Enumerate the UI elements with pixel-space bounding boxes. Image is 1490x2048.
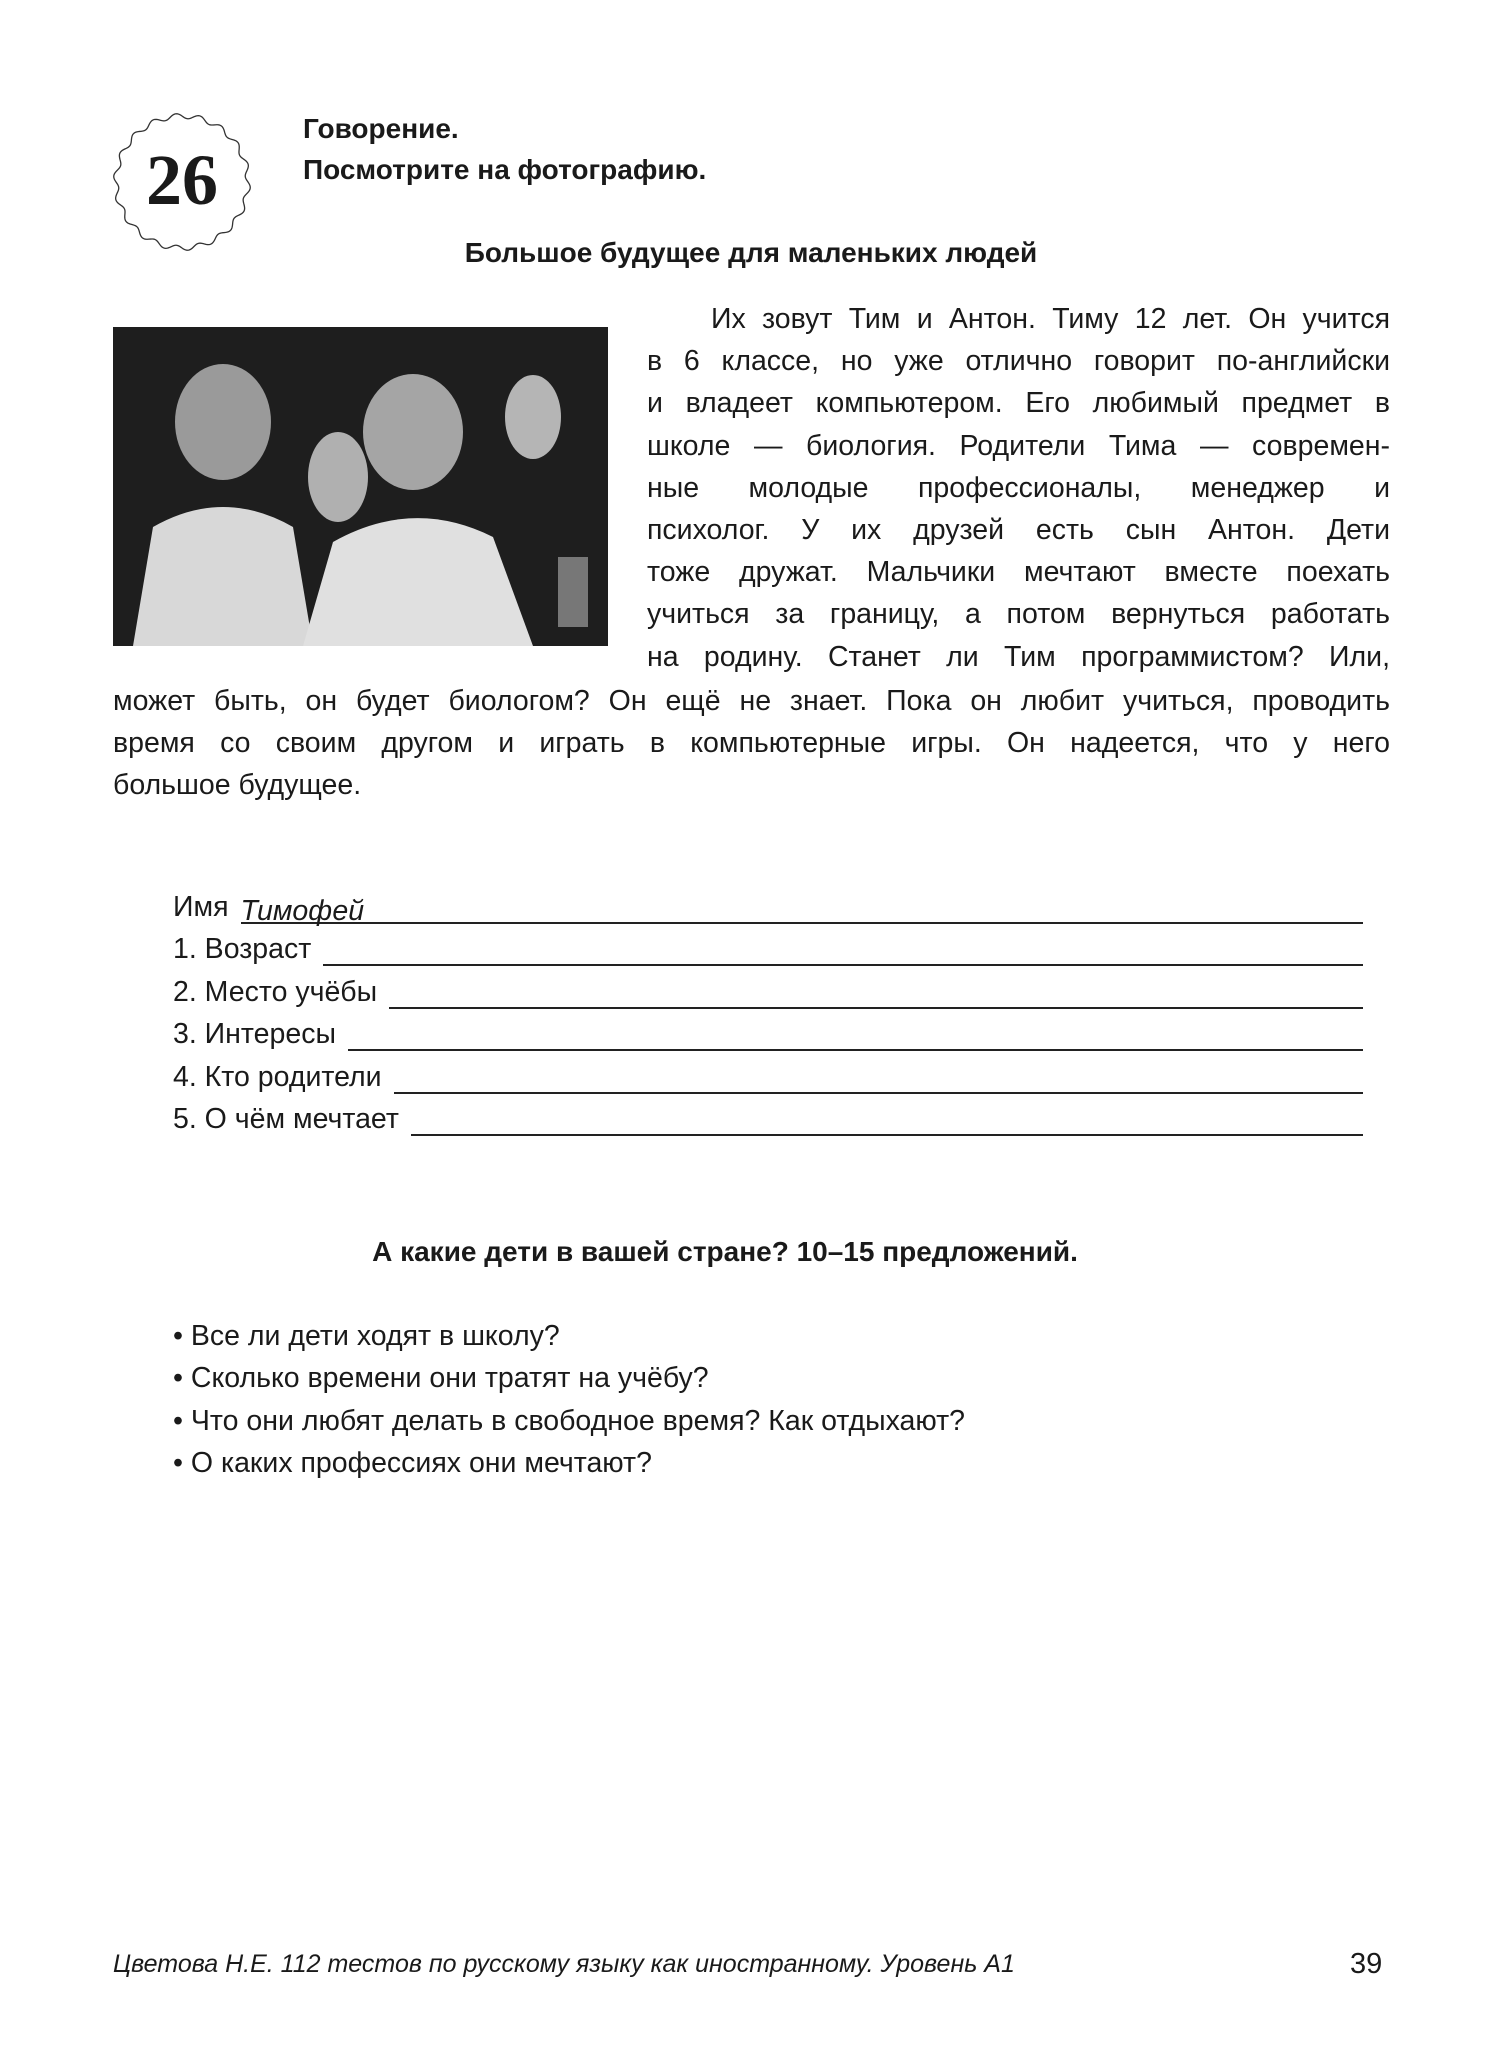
page-number: 39 [1350, 1948, 1383, 1980]
article-line: в 6 классе, но уже отлично говорит по-английски [647, 345, 1390, 378]
bullet-item: • Сколько времени они тратят на учёбу? [173, 1362, 709, 1395]
bullet-item: • Все ли дети ходят в школу? [173, 1320, 560, 1352]
article-line: ные молодые профессионалы, менеджер и [647, 471, 1390, 504]
article-line: учиться за границу, а потом вернуться работать [647, 598, 1390, 631]
form-row [173, 1060, 1363, 1094]
footer-citation: Цветова Н.Е. 112 тестов по русскому языку как иностранному. Уровень А1 [113, 1950, 1015, 1978]
form-answer-field[interactable] [323, 936, 1363, 966]
article-line: на родину. Станет ли Тим программистом? Или, [647, 640, 1390, 673]
form-label: 1. Возраст [173, 933, 312, 966]
form-label: 3. Интересы [173, 1018, 336, 1051]
article-line: психолог. У их друзей есть сын Антон. Дети [647, 514, 1390, 546]
article-line: может быть, он будет биологом? Он ещё не знает. Пока он любит учиться, проводить [113, 685, 1390, 717]
bullet-item: • Что они любят делать в свободное время? Как отдыхают? [173, 1404, 966, 1437]
article-title: Большое будущее для маленьких людей [464, 237, 1038, 268]
form-label: 2. Место учёбы [173, 975, 378, 1008]
form-row [173, 1102, 1363, 1136]
bullet-item: • О каких профессиях они мечтают? [173, 1447, 652, 1480]
form-answer-field[interactable]: Тимофей [241, 894, 1363, 924]
article-line: школе — биология. Родители Тима — современ- [647, 429, 1390, 462]
article-line: время со своим другом и играть в компьютерные игры. Он надеется, что у него [113, 727, 1390, 760]
form-label: 4. Кто родители [173, 1060, 382, 1093]
photo-two-boys [113, 327, 608, 646]
question-heading: А какие дети в вашей стране? 10–15 предложений. [372, 1236, 1078, 1267]
task-instruction: Посмотрите на фотографию. [303, 154, 707, 185]
form-row [173, 975, 1363, 1009]
article-line: и владеет компьютером. Его любимый предмет в [647, 387, 1390, 420]
form-answer-field[interactable] [348, 1021, 1363, 1051]
form-answer-field[interactable] [389, 979, 1363, 1009]
article-line: тоже дружат. Мальчики мечтают вместе поехать [647, 556, 1390, 589]
form-answer-field[interactable] [411, 1106, 1363, 1136]
form-row [173, 932, 1363, 966]
task-number: 26 [146, 140, 218, 220]
form-label: Имя [173, 891, 229, 923]
form-answer-field[interactable] [394, 1064, 1363, 1094]
task-title-speaking: Говорение. [303, 113, 459, 144]
article-line: Их зовут Тим и Антон. Тиму 12 лет. Он учится [711, 303, 1390, 335]
article-text-last: большое будущее. [113, 769, 362, 801]
form-label: 5. О чём мечтает [173, 1103, 399, 1135]
form-row [173, 1017, 1363, 1051]
form-row [173, 890, 1363, 927]
